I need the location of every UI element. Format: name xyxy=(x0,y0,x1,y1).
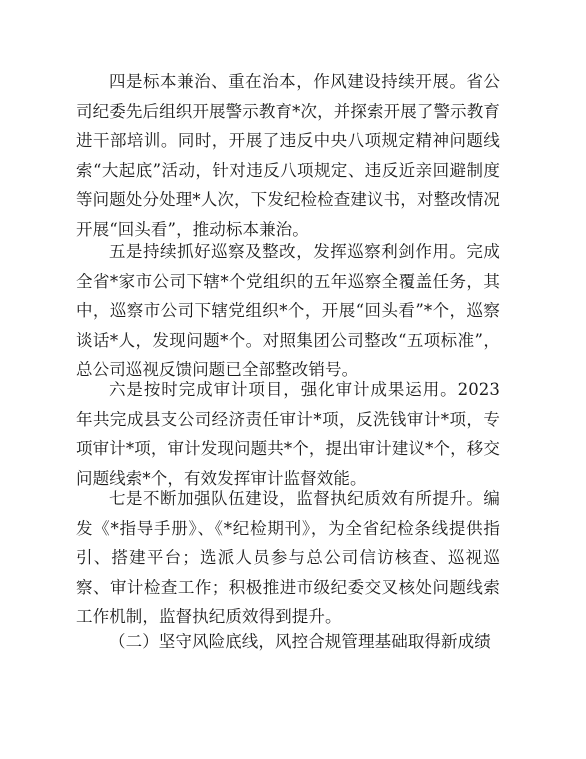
paragraph-audit: 六是按时完成审计项目，强化审计成果运用。2023 年共完成县支公司经济责任审计*项，反洗钱审计*项，专项审计*项，审计发现问题共*个，提出审计建议*个，移交问题线索*个，有效发挥审计监督效能。 xyxy=(76,380,500,488)
paragraph-team-building: 七是不断加强队伍建设，监督执纪质效有所提升。编发《*指导手册》、《*纪检期刊》，为全省纪检条线提供指引、搭建平台；选派人员参与总公司信访核查、巡视巡察、审计检查工作；积极推进市级纪委交叉核处问题线索工作机制，监督执纪质效得到提升。 xyxy=(76,489,500,626)
paragraph-work-style: 四是标本兼治、重在治本，作风建设持续开展。省公司纪委先后组织开展警示教育*次，并探索开展了警示教育进干部培训。同时，开展了违反中央八项规定精神问题线索“大起底”活动，针对违反八项规定、违反近亲回避制度等问题处分处理*人次，下发纪检检查建议书，对整改情况开展“回头看”，推动标本兼治。 xyxy=(76,72,500,239)
section-heading: （二）坚守风险底线，风控合规管理基础取得新成绩 xyxy=(109,632,491,651)
paragraph-inspection: 五是持续抓好巡察及整改，发挥巡察利剑作用。完成全省*家市公司下辖*个党组织的五年巡察全覆盖任务，其中，巡察市公司下辖党组织*个，开展“回头看”*个，巡察谈话*人，发现问题*个。对照集团公司整改“五项标准”，总公司巡视反馈问题已全部整改销号。 xyxy=(76,242,500,379)
